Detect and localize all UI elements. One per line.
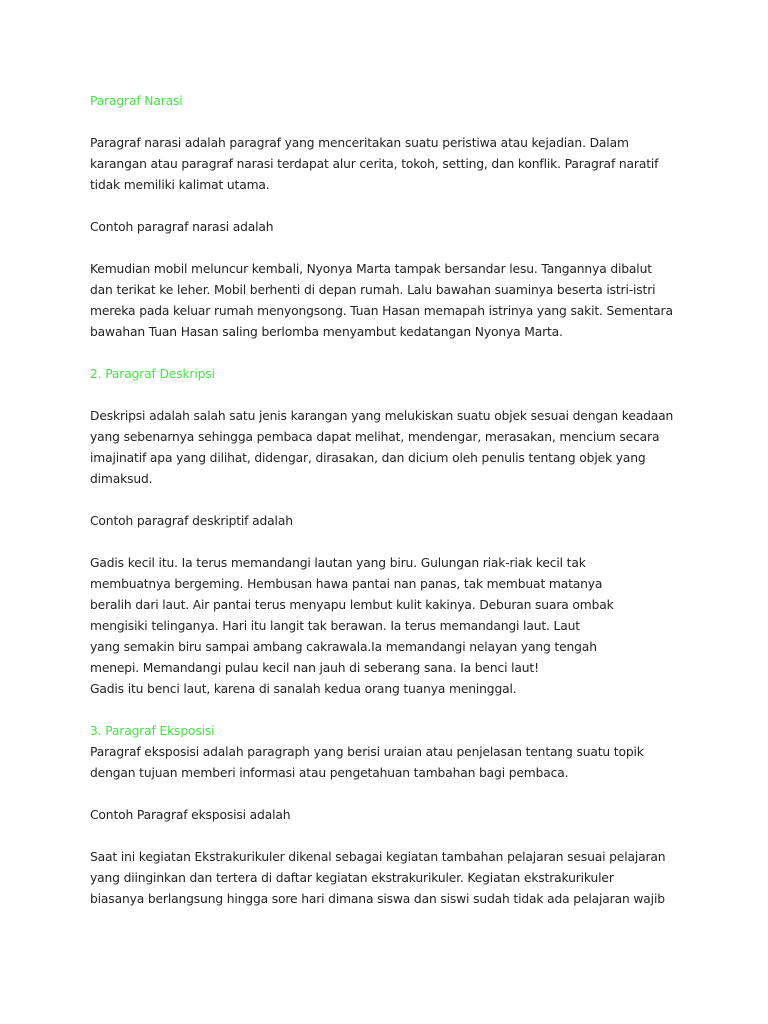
text-line: tidak memiliki kalimat utama.: [90, 178, 270, 192]
text-line: yang semakin biru sampai ambang cakrawala.Ia memandangi nelayan yang tengah: [90, 640, 597, 654]
text-line: dengan tujuan memberi informasi atau pengetahuan tambahan bagi pembaca.: [90, 766, 569, 780]
document-page: [90, 91, 680, 910]
text-line: mereka pada keluar rumah menyongsong. Tuan Hasan memapah istrinya yang sakit. Sementara: [90, 304, 673, 318]
spacer: [90, 826, 680, 847]
heading-paragraf-deskripsi: 2. Paragraf Deskripsi: [90, 367, 215, 381]
text-line: mengisiki telinganya. Hari itu langit tak berawan. Ia terus memandangi laut. Laut: [90, 619, 580, 633]
text-line: Gadis itu benci laut, karena di sanalah kedua orang tuanya meninggal.: [90, 682, 517, 696]
text-line: imajinatif apa yang dilihat, didengar, dirasakan, dan dicium oleh penulis tentang objek yang: [90, 451, 646, 465]
heading-paragraf-narasi: Paragraf Narasi: [90, 94, 183, 108]
paragraph-eksposisi-example: [90, 847, 680, 910]
text-line: yang diinginkan dan tertera di daftar kegiatan ekstrakurikuler. Kegiatan ekstrakurikuler: [90, 871, 614, 885]
spacer: [90, 343, 680, 364]
paragraph-deskripsi-definition: [90, 406, 680, 490]
paragraph-narasi-example: [90, 259, 680, 343]
spacer: [90, 784, 680, 805]
spacer: [90, 532, 680, 553]
deskripsi-example-label: Contoh paragraf deskriptif adalah: [90, 514, 293, 528]
text-line: dimaksud.: [90, 472, 153, 486]
text-line: Paragraf narasi adalah paragraf yang menceritakan suatu peristiwa atau kejadian. Dalam: [90, 136, 629, 150]
eksposisi-example-label: Contoh Paragraf eksposisi adalah: [90, 808, 291, 822]
text-line: bawahan Tuan Hasan saling berlomba menyambut kedatangan Nyonya Marta.: [90, 325, 563, 339]
paragraph-narasi-definition: [90, 133, 680, 196]
text-line: Paragraf eksposisi adalah paragraph yang berisi uraian atau penjelasan tentang suatu topik: [90, 745, 644, 759]
spacer: [90, 700, 680, 721]
spacer: [90, 385, 680, 406]
spacer: [90, 490, 680, 511]
paragraph-deskripsi-example: [90, 553, 680, 700]
paragraph-eksposisi-definition: [90, 742, 680, 784]
text-line: menepi. Memandangi pulau kecil nan jauh di seberang sana. Ia benci laut!: [90, 661, 539, 675]
text-line: yang sebenarnya sehingga pembaca dapat melihat, mendengar, merasakan, mencium secara: [90, 430, 660, 444]
narasi-example-label: Contoh paragraf narasi adalah: [90, 220, 274, 234]
text-line: biasanya berlangsung hingga sore hari dimana siswa dan siswi sudah tidak ada pelajaran wajib: [90, 892, 665, 906]
spacer: [90, 112, 680, 133]
spacer: [90, 238, 680, 259]
text-line: beralih dari laut. Air pantai terus menyapu lembut kulit kakinya. Deburan suara ombak: [90, 598, 614, 612]
text-line: membuatnya bergeming. Hembusan hawa pantai nan panas, tak membuat matanya: [90, 577, 603, 591]
text-line: Saat ini kegiatan Ekstrakurikuler dikenal sebagai kegiatan tambahan pelajaran sesuai pelajaran: [90, 850, 666, 864]
text-line: Deskripsi adalah salah satu jenis karangan yang melukiskan suatu objek sesuai dengan keadaan: [90, 409, 674, 423]
text-line: Gadis kecil itu. Ia terus memandangi lautan yang biru. Gulungan riak-riak kecil tak: [90, 556, 586, 570]
text-line: Kemudian mobil meluncur kembali, Nyonya Marta tampak bersandar lesu. Tangannya dibalut: [90, 262, 652, 276]
heading-paragraf-eksposisi: 3. Paragraf Eksposisi: [90, 724, 215, 738]
text-line: karangan atau paragraf narasi terdapat alur cerita, tokoh, setting, dan konflik. Paragraf naratif: [90, 157, 659, 171]
text-line: dan terikat ke leher. Mobil berhenti di depan rumah. Lalu bawahan suaminya beserta istri-istri: [90, 283, 656, 297]
spacer: [90, 196, 680, 217]
